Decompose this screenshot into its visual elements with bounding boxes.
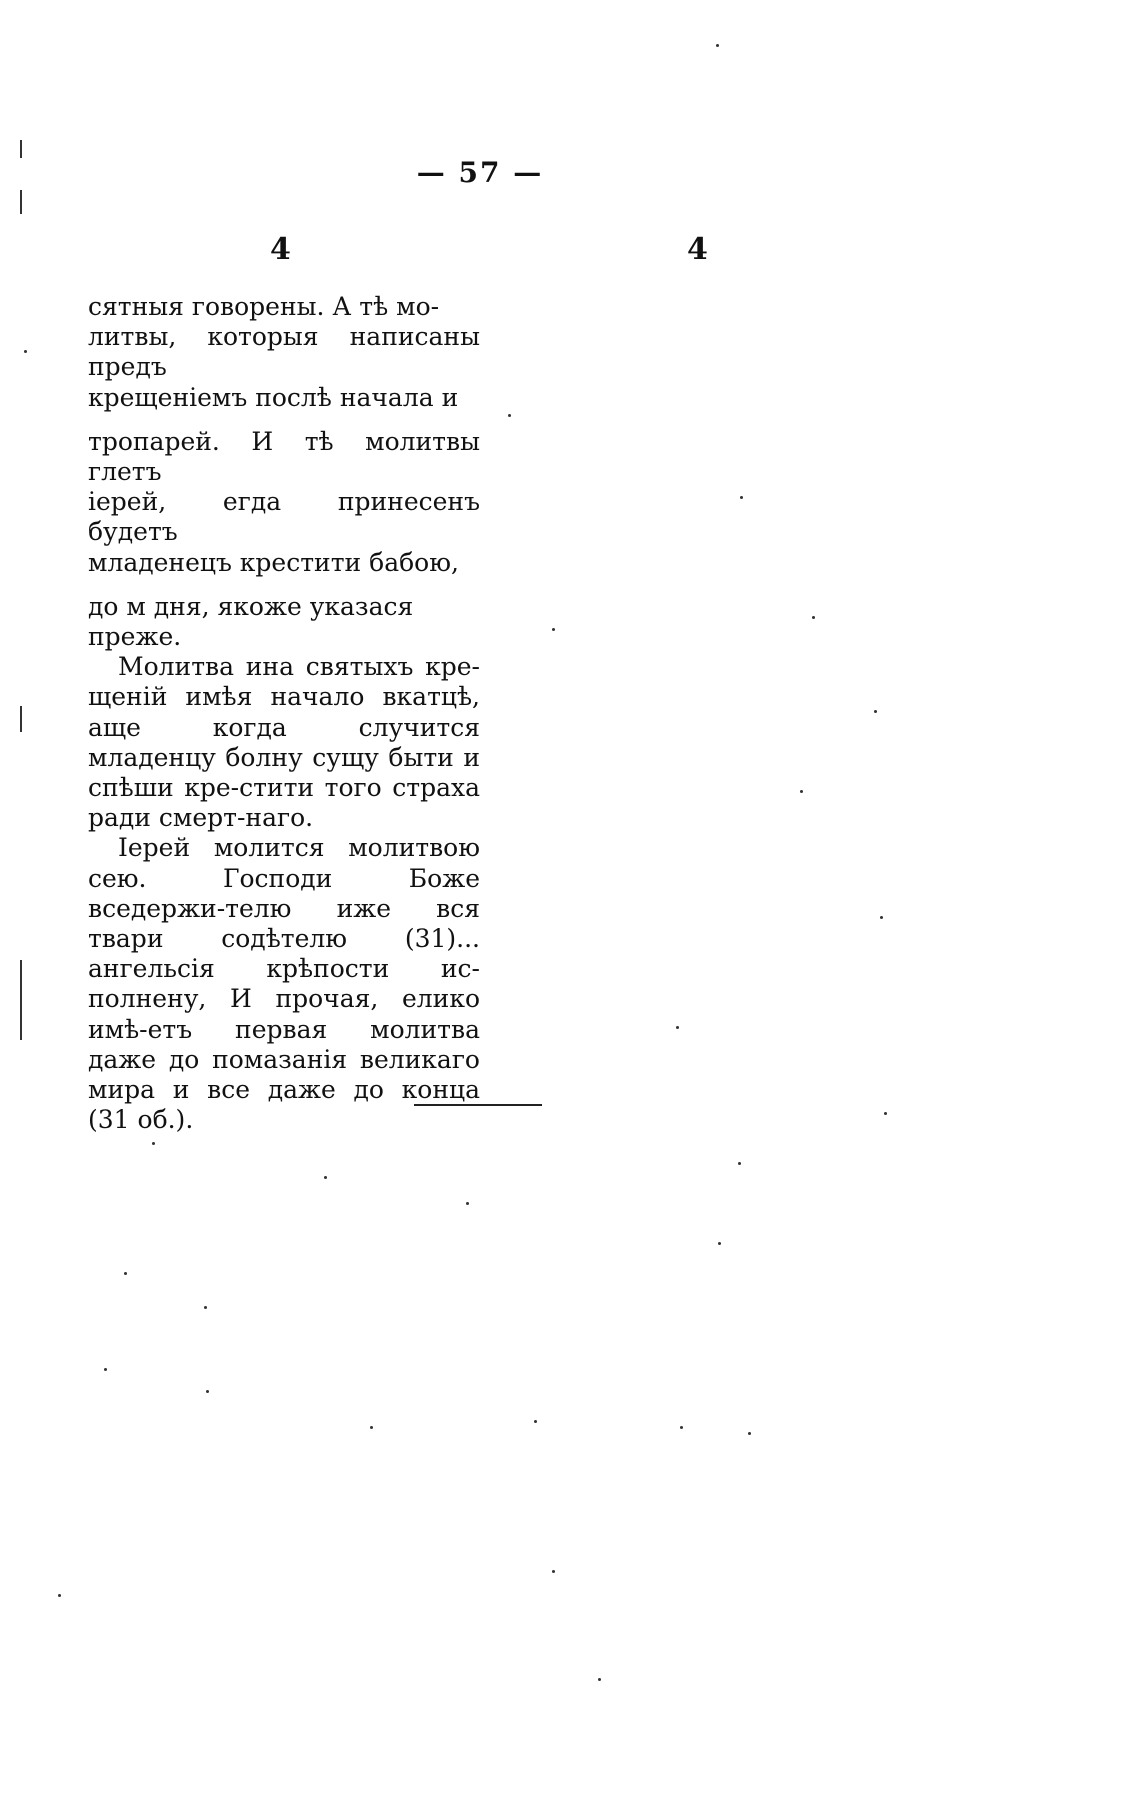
paragraph-prayer-baptism: Молитва ина святыхъ кре-щеній имѣя начало вкатцѣ, аще когда случится младенцу болну сущу быти и спѣши кре-стити того страха ради смерт-наго. (88, 652, 480, 833)
scan-speck (324, 1176, 327, 1179)
page-number: — 57 — (416, 156, 544, 189)
scan-speck (204, 1306, 207, 1309)
scan-speck (58, 1594, 61, 1597)
text-line: крещеніемъ послѣ начала и (88, 382, 459, 412)
text-line: сятныя говорены. А тѣ мо- (88, 292, 440, 321)
scan-speck (104, 1368, 107, 1371)
column-marker-left: 4 (270, 232, 291, 267)
scan-speck (738, 1162, 741, 1165)
scan-speck (884, 1112, 887, 1115)
scan-speck (24, 350, 27, 353)
scan-speck (740, 496, 743, 499)
text-line: іерей, егда принесенъ будетъ (88, 487, 480, 547)
scan-speck (534, 1420, 537, 1423)
column-marker-right: 4 (687, 232, 708, 267)
scan-speck (748, 1432, 751, 1435)
margin-rule-lower (20, 960, 22, 1040)
margin-rule-upper (20, 190, 22, 214)
scan-speck (800, 790, 803, 793)
scan-speck (880, 916, 883, 919)
scan-speck (716, 44, 719, 47)
scan-speck (124, 1272, 127, 1275)
scan-speck (466, 1202, 469, 1205)
text-line: младенецъ крестити бабою, (88, 547, 459, 577)
text-line: тропарей. И тѣ молитвы глетъ (88, 426, 480, 487)
scan-speck (206, 1390, 209, 1393)
text-line: литвы, которыя написаны предъ (88, 322, 480, 382)
scan-speck (370, 1426, 373, 1429)
scan-speck (598, 1678, 601, 1681)
line-gap (88, 413, 480, 427)
scan-speck (552, 628, 555, 631)
text-column (88, 292, 480, 1135)
scan-speck (552, 1570, 555, 1573)
scan-speck (718, 1242, 721, 1245)
scan-speck (508, 414, 511, 417)
scan-speck (812, 616, 815, 619)
scan-speck (680, 1426, 683, 1429)
scan-speck (874, 710, 877, 713)
line-gap (88, 578, 480, 592)
margin-rule-middle (20, 706, 22, 732)
paragraph-priest-prayer: Іерей молится молитвою сею. Господи Боже вседержи-телю иже вся твари содѣтелю (31)... ангельсія крѣпости ис-полнену, И прочая, елико имѣ-етъ первая молитва даже до помазанія великаго мира и все даже до конца (31 об.). (88, 833, 480, 1135)
scan-speck (152, 1142, 155, 1145)
text-line: преже. (88, 622, 182, 652)
text-line: до м дня, якоже указася (88, 591, 414, 621)
scan-speck (676, 1026, 679, 1029)
section-rule (414, 1104, 542, 1106)
